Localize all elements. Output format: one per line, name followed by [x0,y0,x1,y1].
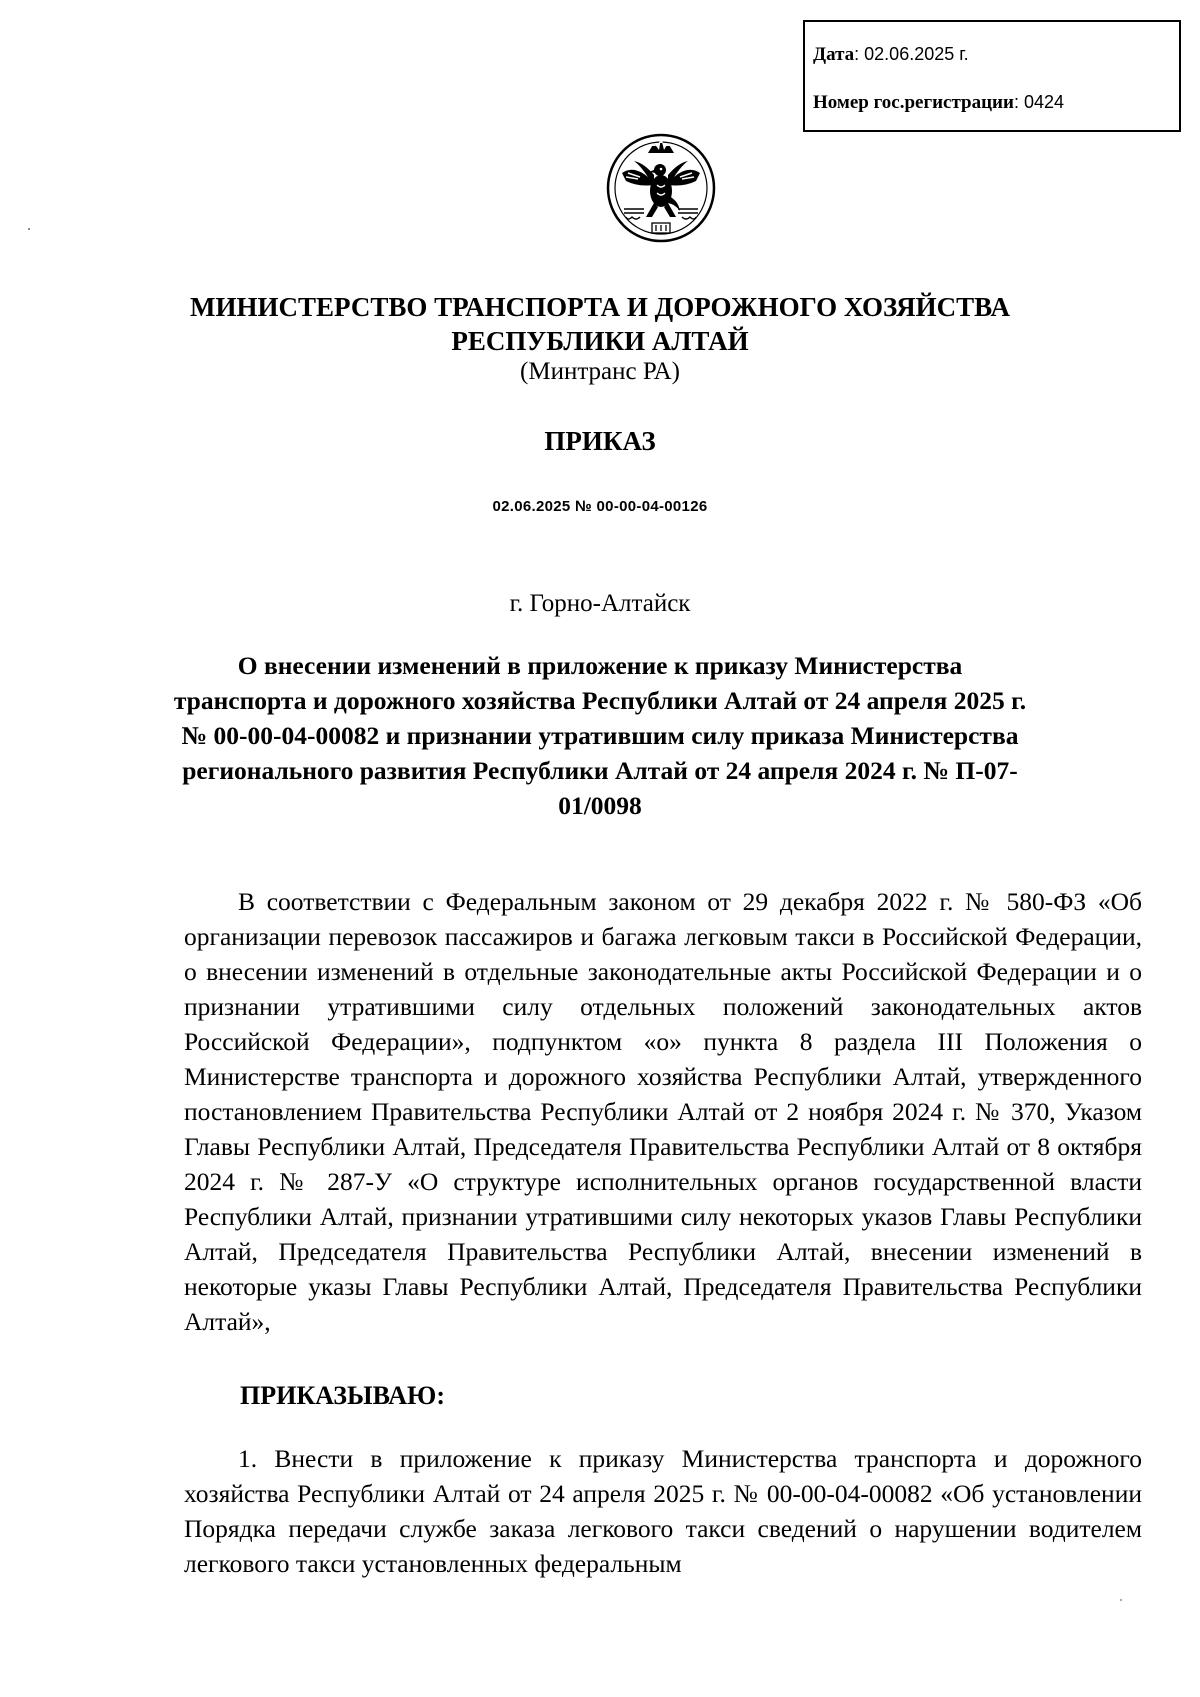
subject-line: № 00-00-04-00082 и признании утратившим силу приказа Министерства [181,721,1019,750]
registration-number [813,93,1064,112]
ministry-name-line: РЕСПУБЛИКИ АЛТАЙ [451,326,749,356]
registration-date-value: : 02.06.2025 г. [854,44,969,64]
ministry-name [0,290,1200,358]
document-subject [0,648,1200,823]
registration-date-label: Дата [813,44,855,65]
document-number: 02.06.2025 № 00-00-04-00126 [492,498,708,515]
ministry-name-line: МИНИСТЕРСТВО ТРАНСПОРТА И ДОРОЖНОГО ХОЗЯЙСТВА [190,292,1010,322]
registration-number-label: Номер гос.регистрации [813,92,1014,113]
decree-heading: ПРИКАЗЫВАЮ: [240,1381,445,1410]
registration-number-value: : 0424 [1013,92,1064,112]
registration-stamp [803,20,1181,132]
scan-speck [28,228,30,230]
subject-line: О внесении изменений в приложение к приказу Министерства [237,651,963,680]
subject-line: транспорта и дорожного хозяйства Республики Алтай от 24 апреля 2025 г. [173,686,1027,715]
ministry-abbreviation: (Минтранс РА) [520,358,680,385]
document-city: г. Горно-Алтайск [509,590,691,617]
document-type: ПРИКАЗ [544,426,656,456]
scan-speck [1120,1599,1122,1601]
preamble-paragraph: В соответствии с Федеральным законом от 29 декабря 2022 г. № 580-ФЗ «Об организации перевозок пассажиров и багажа легковым такси в Российской Федерации, о внесении изменений в отдельные законодательные акты Российской Федерации и о признании утратившими силу отдельных положений законодательных актов Российской Федерации», подпунктом «о» пункта 8 раздела III Положения о Министерстве транспорта и дорожного хозяйства Республики Алтай, утвержденного постановлением Правительства Республики Алтай от 2 ноября 2024 г. № 370, Указом Главы Республики Алтай, Председателя Правительства Республики Алтай от 8 октября 2024 г. № 287-У «О структуре исполнительных органов государственной власти Республики Алтай, признании утратившими силу некоторых указов Главы Республики Алтай, Председателя Правительства Республики Алтай, внесении изменений в некоторые указы Главы Республики Алтай, Председателя Правительства Республики Алтай», [184,887,1142,1336]
registration-date [813,45,969,64]
order-item-1: 1. Внести в приложение к приказу Министерства транспорта и дорожного хозяйства Республики Алтай от 24 апреля 2025 г. № 00-00-04-00082 «Об установлении Порядка передачи службе заказа легкового такси сведений о нарушении водителем легкового такси установленных федеральным [184,1444,1142,1578]
subject-line: 01/0098 [558,791,642,820]
coat-of-arms-icon [604,125,718,247]
subject-line: регионального развития Республики Алтай от 24 апреля 2024 г. № П-07- [182,756,1018,785]
